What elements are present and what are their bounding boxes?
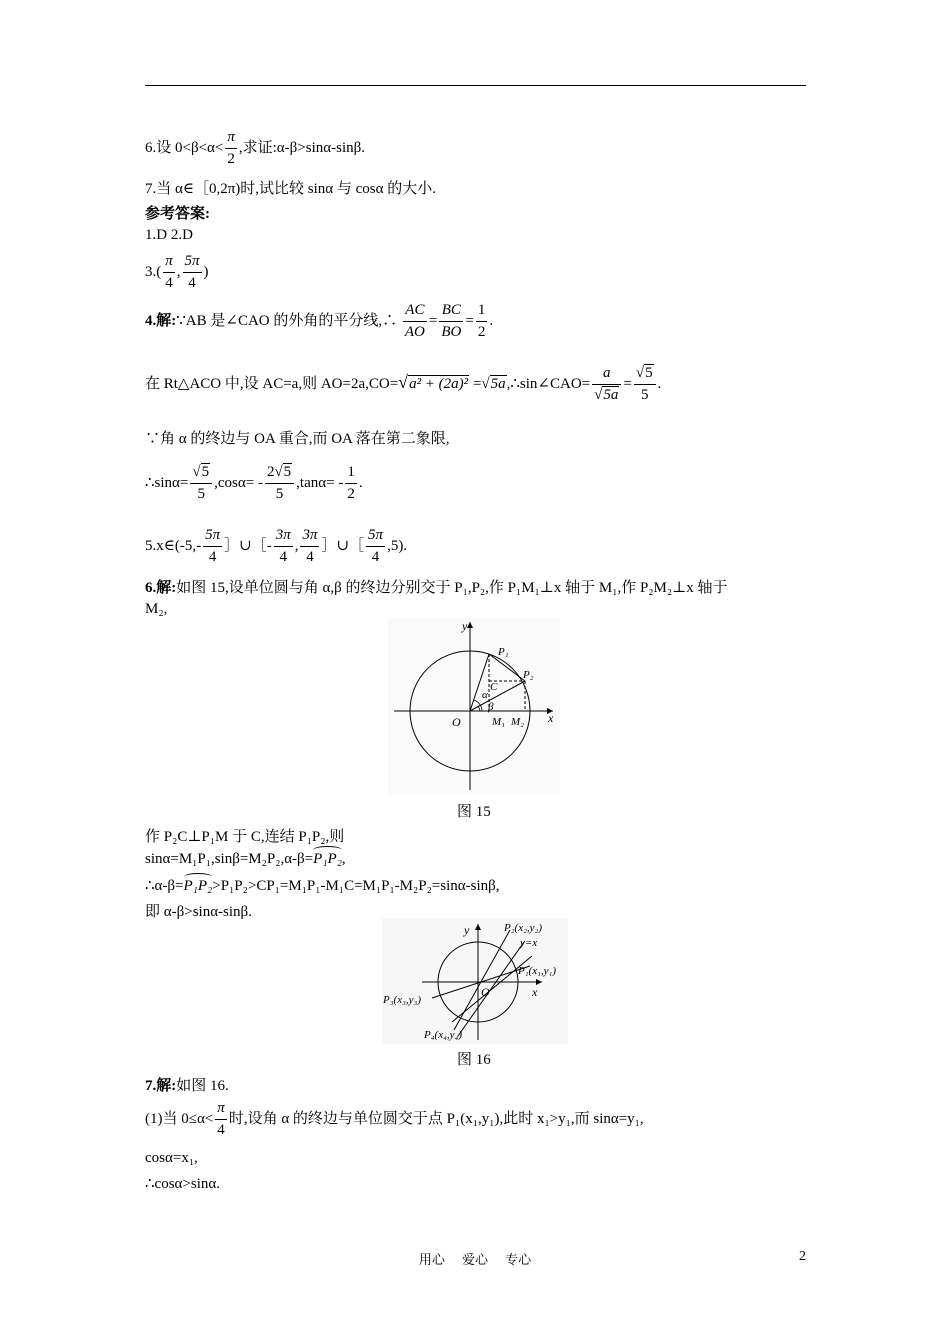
figure-15 [388,618,560,794]
figure-15-caption: 图 15 [457,804,491,820]
fig16-p1: P₁(x₁,y₁) [518,965,557,977]
fig15-m1: M₁ [492,716,505,728]
answer-7-line1: 7.解:如图 16. [145,1078,229,1094]
fig16-yx: y=x [520,937,538,949]
answer-5: 5.x∈(-5,- $\frac{5\pi}{4}$ ］∪［- $\frac{3\pi}{4}$ , $\frac{3\pi}{4}$ ］∪［ $\frac{5\pi}{4}$ ,5). [145,527,408,565]
fig15-p1: P₁ [498,646,509,658]
answer-6-line2: M₂, [145,601,168,617]
page-number: 2 [799,1249,806,1264]
fig16-p3: P₃(x₃,y₃) [383,994,422,1006]
fig16-x-label: x [532,985,538,999]
answer-7-line3: cosα=x₁, [145,1150,198,1166]
answer-4-line2: 在 Rt△ACO 中,设 AC=a,则 AO=2a,CO=√a² + (2a)² =√5a,∴sin∠CAO= $\frac{a}{√5a}$ = $\frac{√5}{5}$ . [145,365,662,403]
answer-7-line4: ∴cosα>sinα. [145,1176,220,1192]
fig15-m2: M₂ [511,716,524,728]
fig16-p4: P₄(x₄,y₄) [424,1029,463,1041]
answer-3: 3.( $\frac{\pi}{4}$ , $\frac{5\pi}{4}$ ) [145,253,209,291]
fig15-beta: β [488,701,494,713]
answer-6-proof-2: sinα=M₁P₁,sinβ=M₂P₂,α-β=P₁P₂, [145,851,346,867]
fig16-y-label: y [464,923,470,937]
answer-1-2: 1.D 2.D [145,227,193,243]
question-6: 6.设 0<β<α< $\frac{\pi}{2}$ ,求证:α-β>sinα-sinβ. [145,129,365,167]
answer-4-line3: ∵角 α 的终边与 OA 重合,而 OA 落在第二象限, [145,431,450,447]
question-7: 7.当 α∈［0,2π)时,试比较 sinα 与 cosα 的大小. [145,181,436,197]
fig15-p2: P₂ [523,669,534,681]
figure-16-caption: 图 16 [457,1052,491,1068]
answer-7-line2: (1)当 0≤α< $\frac{\pi}{4}$ 时,设角 α 的终边与单位圆交于点 P₁(x₁,y₁),此时 x₁>y₁,而 sinα=y₁, [145,1100,644,1138]
answer-4-line1: 4.解:∵AB 是∠CAO 的外角的平分线,∴ $\frac{AC}{AO}$ = $\frac{BC}{BO}$ = $\frac{1}{2}$ . [145,302,494,340]
fig15-y-label: y [462,619,468,633]
answer-6-proof-3: ∴α-β=P₁P₂>P₁P₂>CP₁=M₁P₁-M₁C=M₁P₁-M₂P₂=sinα-sinβ, [145,878,500,894]
figure-16 [382,918,568,1044]
header-rule [145,85,806,86]
fig15-alpha: α [482,689,488,701]
answer-6-line1: 6.解:如图 15,设单位圆与角 α,β 的终边分别交于 P₁,P₂,作 P₁M₁⊥x 轴于 M₁,作 P₂M₂⊥x 轴于 [145,580,728,596]
fig15-origin: O [452,715,461,729]
answer-6-proof-4: 即 α-β>sinα-sinβ. [145,904,252,920]
page-footer: 用心 爱心 专心 [418,1253,532,1268]
answer-6-proof-1: 作 P₂C⊥P₁M 于 C,连结 P₁P₂,则 [145,829,345,845]
answer-4-line4: ∴sinα= $\frac{√5}{5}$ ,cosα= - $\frac{2√5}{5}$ ,tanα= - $\frac{1}{2}$ . [145,464,363,502]
fig16-p2: P₂(x₂,y₂) [504,922,543,934]
fig15-x-label: x [548,711,554,725]
answers-title: 参考答案: [145,206,210,222]
fig16-origin: O [481,985,490,999]
fig15-c: C [490,681,498,693]
